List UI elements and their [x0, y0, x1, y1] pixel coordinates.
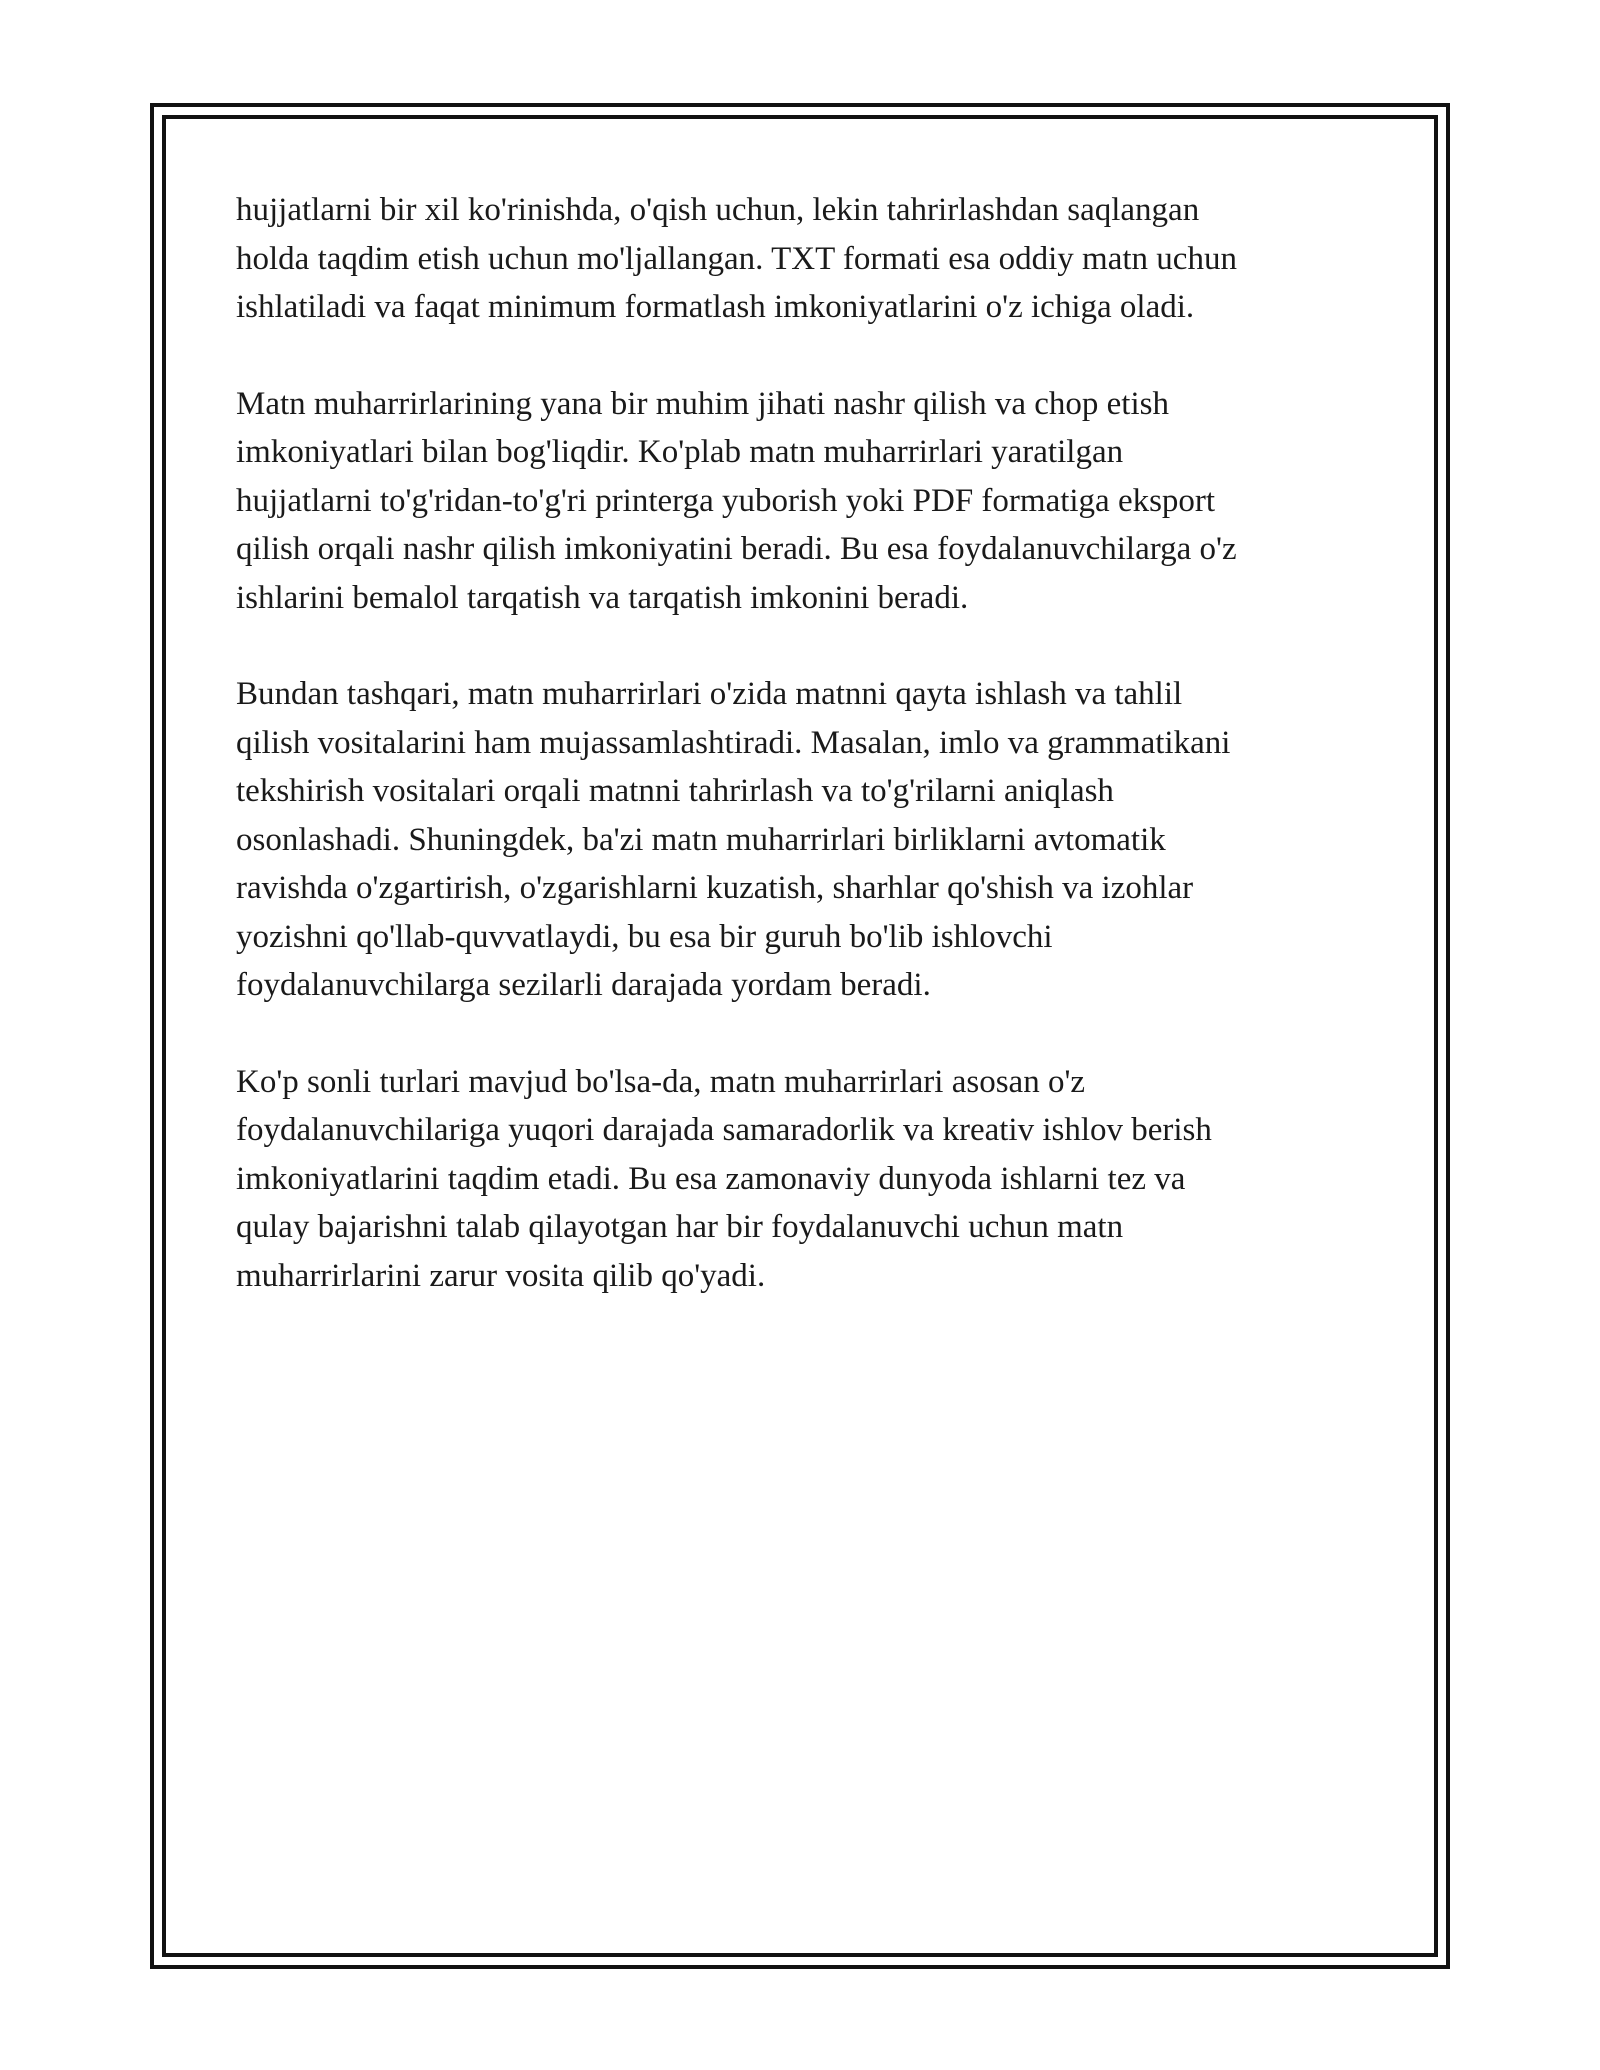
paragraph-3: [236, 670, 1366, 1010]
paragraph-2: [236, 380, 1366, 623]
paragraph-4: [236, 1058, 1366, 1301]
text-line: foydalanuvchilarga sezilarli darajada yordam beradi.: [236, 967, 931, 1003]
text-line: ishlarini bemalol tarqatish va tarqatish imkonini beradi.: [236, 579, 969, 616]
text-line: holda taqdim etish uchun mo'ljallangan. TXT formati esa oddiy matn uchun: [236, 240, 1237, 277]
text-line: hujjatlarni to'g'ridan-to'g'ri printerga yuborish yoki PDF formatiga eksport: [236, 482, 1216, 519]
text-line: qilish vositalarini ham mujassamlashtiradi. Masalan, imlo va grammatikani: [236, 724, 1231, 761]
paragraph-1: [236, 186, 1366, 332]
text-line: ishlatiladi va faqat minimum formatlash imkoniyatlarini o'z ichiga oladi.: [236, 289, 1195, 325]
text-line: muharrirlarini zarur vosita qilib qo'yadi.: [236, 1257, 766, 1294]
text-line: Matn muharrirlarining yana bir muhim jihati nashr qilish va chop etish: [236, 385, 1169, 422]
text-line: yozishni qo'llab-quvvatlaydi, bu esa bir guruh bo'lib ishlovchi: [236, 918, 1053, 955]
text-line: tekshirish vositalari orqali matnni tahrirlash va to'g'rilarni aniqlash: [236, 773, 1114, 809]
text-line: Ko'p sonli turlari mavjud bo'lsa-da, matn muharrirlari asosan o'z: [236, 1063, 1086, 1100]
document-body: [236, 186, 1366, 1348]
text-line: foydalanuvchilariga yuqori darajada samaradorlik va kreativ ishlov berish: [236, 1112, 1212, 1148]
text-line: qilish orqali nashr qilish imkoniyatini beradi. Bu esa foydalanuvchilarga o'z: [236, 531, 1237, 567]
text-line: osonlashadi. Shuningdek, ba'zi matn muharrirlari birliklarni avtomatik: [236, 821, 1166, 858]
text-line: imkoniyatlarini taqdim etadi. Bu esa zamonaviy dunyoda ishlarni tez va: [236, 1160, 1186, 1197]
text-line: qulay bajarishni talab qilayotgan har bir foydalanuvchi uchun matn: [236, 1209, 1124, 1245]
text-line: imkoniyatlari bilan bog'liqdir. Ko'plab matn muharrirlari yaratilgan: [236, 434, 1124, 470]
text-line: ravishda o'zgartirish, o'zgarishlarni kuzatish, sharhlar qo'shish va izohlar: [236, 870, 1194, 906]
text-line: Bundan tashqari, matn muharrirlari o'zida matnni qayta ishlash va tahlil: [236, 676, 1183, 712]
text-line: hujjatlarni bir xil ko'rinishda, o'qish uchun, lekin tahrirlashdan saqlangan: [236, 192, 1200, 228]
